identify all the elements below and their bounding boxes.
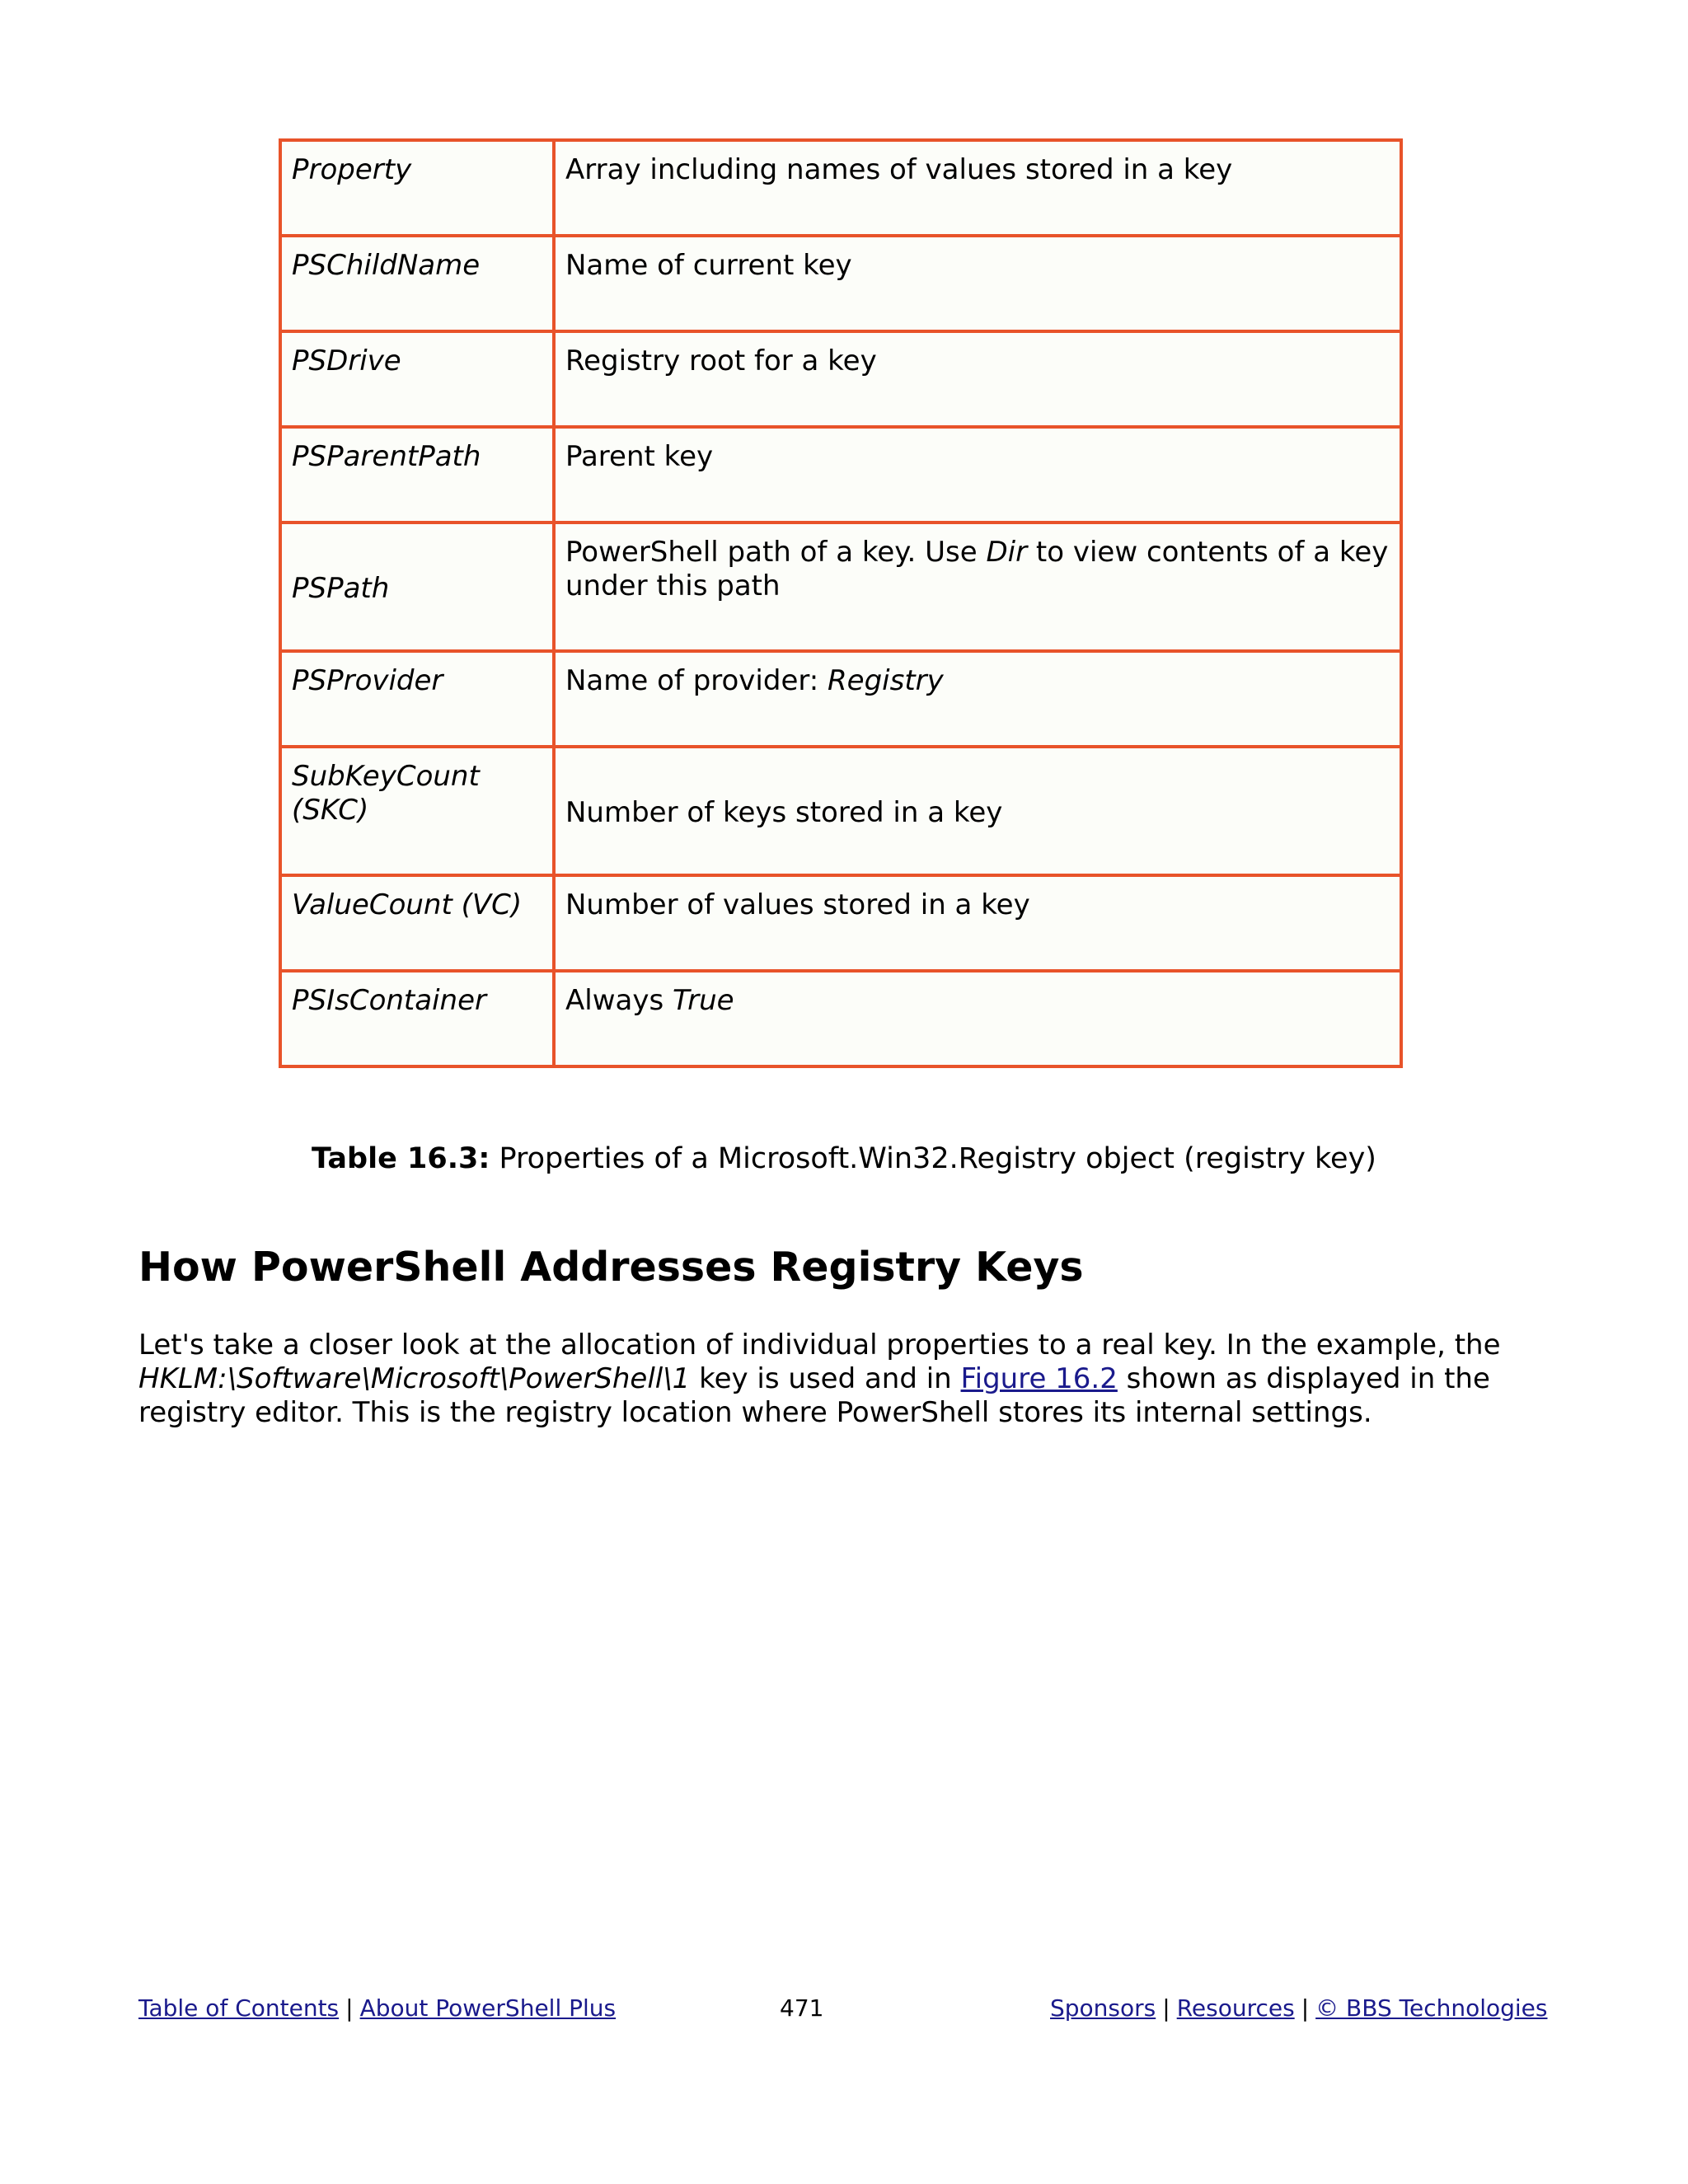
- table-row: [280, 747, 1401, 875]
- table-row: [280, 140, 1401, 236]
- property-description: Array including names of values stored in a key: [554, 140, 1401, 236]
- property-name: Property: [280, 140, 554, 236]
- table-row: [280, 523, 1401, 651]
- caption-text: Properties of a Microsoft.Win32.Registry object (registry key): [490, 1142, 1376, 1175]
- property-name: SubKeyCount (SKC): [280, 747, 554, 875]
- property-name: PSPath: [280, 523, 554, 651]
- footer-left-links: Table of Contents | About PowerShell Plus: [138, 1994, 617, 2022]
- about-powershell-plus-link[interactable]: About PowerShell Plus: [359, 1994, 617, 2022]
- property-name: PSIsContainer: [280, 971, 554, 1066]
- resources-link[interactable]: Resources: [1176, 1994, 1295, 2022]
- property-name: PSDrive: [280, 331, 554, 427]
- table-row: [280, 875, 1401, 971]
- property-name: ValueCount (VC): [280, 875, 554, 971]
- footer-right-links: Sponsors | Resources | © BBS Technologies: [1050, 1994, 1548, 2022]
- table-row: [280, 331, 1401, 427]
- property-description: Name of current key: [554, 236, 1401, 331]
- sponsors-link[interactable]: Sponsors: [1050, 1994, 1156, 2022]
- table-caption: [0, 1141, 1688, 1177]
- property-name: PSProvider: [280, 651, 554, 747]
- table-row: [280, 236, 1401, 331]
- property-description: Registry root for a key: [554, 331, 1401, 427]
- table-row: [280, 971, 1401, 1066]
- property-name: PSChildName: [280, 236, 554, 331]
- property-description: Number of values stored in a key: [554, 875, 1401, 971]
- figure-link[interactable]: Figure 16.2: [960, 1362, 1118, 1395]
- property-description: Name of provider: Registry: [554, 651, 1401, 747]
- copyright-link[interactable]: © BBS Technologies: [1315, 1994, 1548, 2022]
- section-heading: How PowerShell Addresses Registry Keys: [138, 1244, 1084, 1291]
- property-description: Always True: [554, 971, 1401, 1066]
- table-row: [280, 651, 1401, 747]
- page-number: 471: [780, 1994, 824, 2022]
- table-of-contents-link[interactable]: Table of Contents: [138, 1994, 340, 2022]
- body-paragraph: Let's take a closer look at the allocation of individual properties to a real key. In the example, the HKLM:\Software\Microsoft\PowerShell\1 key is used and in Figure 16.2 shown as displayed in the registry editor. This is the registry location where PowerShell stores its internal settings.: [138, 1329, 1501, 1429]
- registry-path: HKLM:\Software\Microsoft\PowerShell\1: [138, 1362, 691, 1395]
- caption-label: Table 16.3:: [312, 1142, 490, 1175]
- property-name: PSParentPath: [280, 427, 554, 523]
- table-row: [280, 427, 1401, 523]
- property-description: Number of keys stored in a key: [554, 747, 1401, 875]
- property-description: PowerShell path of a key. Use Dir to view contents of a key under this path: [554, 523, 1401, 651]
- registry-properties-table: [279, 138, 1403, 1068]
- property-description: Parent key: [554, 427, 1401, 523]
